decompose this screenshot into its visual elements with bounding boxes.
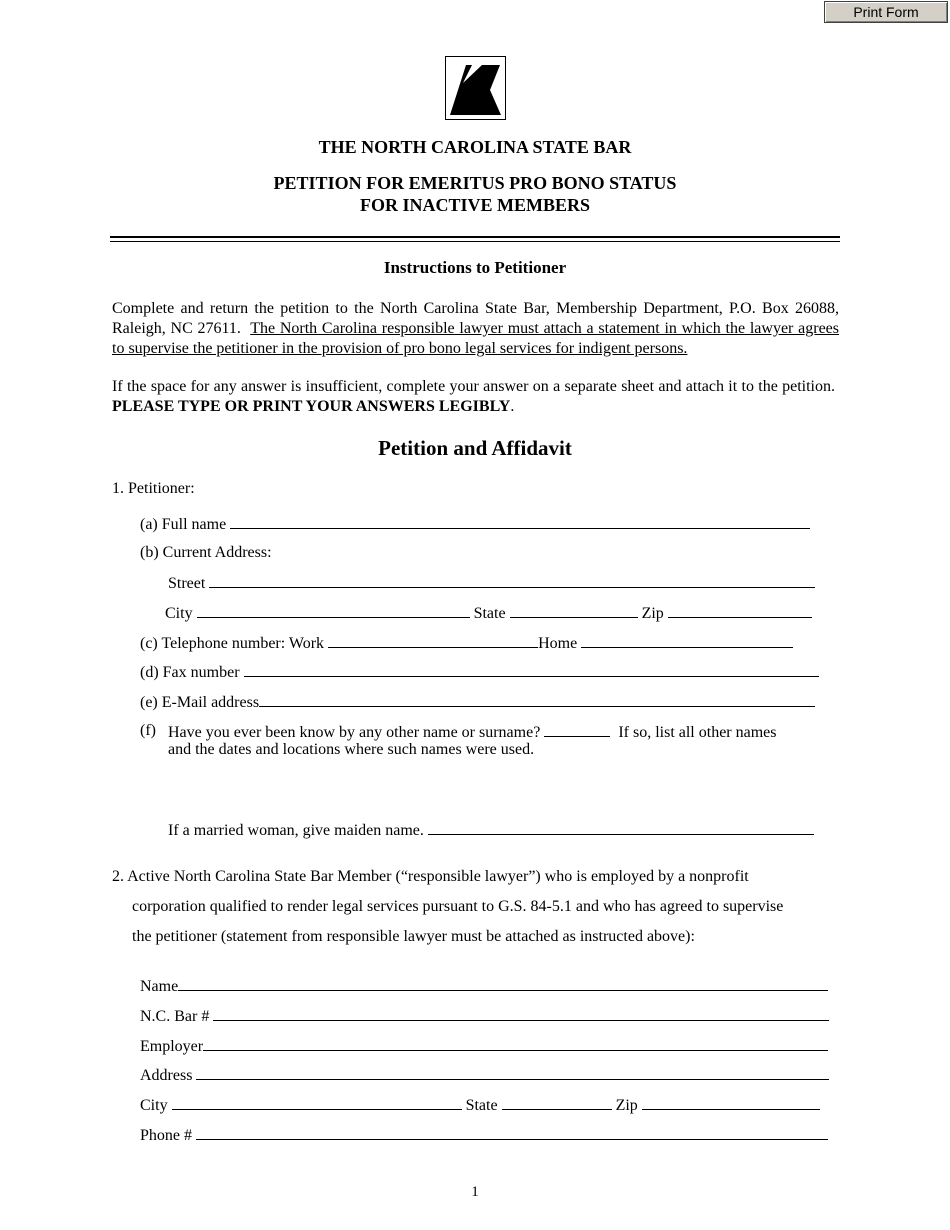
fax-row (140, 662, 819, 682)
org-name: THE NORTH CAROLINA STATE BAR (318, 137, 632, 157)
instructions-p1-text: Complete and return the petition to the North Carolina State Bar, Membership Department, P.O. Box 26088, Raleigh, NC 27611. (112, 300, 839, 337)
full-name-row (140, 514, 810, 534)
email-row (140, 692, 815, 712)
maiden-name-label: If a married woman, give maiden name. (168, 822, 424, 839)
city-state-zip-row (165, 603, 812, 623)
other-names-answer-field[interactable] (544, 722, 610, 737)
page-number: 1 (471, 1184, 479, 1200)
street-row (168, 573, 815, 593)
bar-number-field[interactable] (213, 1006, 829, 1021)
current-address-label: (b) Current Address: (140, 544, 272, 561)
employer-field[interactable] (203, 1036, 828, 1051)
print-form-button[interactable]: Print Form (824, 1, 948, 23)
email-label: (e) E-Mail address (140, 694, 260, 711)
lawyer-name-label: Name (140, 978, 179, 995)
zip-label: Zip (641, 605, 664, 622)
employer-row (140, 1036, 828, 1056)
instructions-p1-underlined: The North Carolina responsible lawyer must attach a statement in which the lawyer agrees to supervise the petitioner in the provision of pro bono legal services for indigent persons. (112, 320, 840, 357)
maiden-name-field[interactable] (428, 820, 814, 835)
instructions-p2-text: If the space for any answer is insufficient, complete your answer on a separate sheet and attach it to the petition. (112, 378, 835, 395)
q2-line3: the petitioner (statement from responsible lawyer must be attached as instructed above): (132, 928, 695, 945)
employer-label: Employer (140, 1038, 204, 1055)
fax-field[interactable] (244, 662, 819, 677)
telephone-work-label: (c) Telephone number: Work (140, 635, 325, 652)
other-names-line2: and the dates and locations where such names were used. (168, 741, 535, 758)
state-field[interactable] (510, 603, 638, 618)
instructions-heading: Instructions to Petitioner (383, 258, 567, 277)
lawyer-state-label: State (465, 1097, 498, 1114)
q1-label: 1. Petitioner: (112, 480, 195, 497)
lawyer-city-field[interactable] (172, 1095, 462, 1110)
instructions-paragraph-2 (112, 377, 839, 417)
full-name-label: (a) Full name (140, 516, 227, 533)
instructions-p2-bold: PLEASE TYPE OR PRINT YOUR ANSWERS LEGIBLY (112, 398, 511, 415)
lawyer-phone-field[interactable] (196, 1125, 828, 1140)
instructions-paragraph-1 (112, 299, 839, 359)
lawyer-phone-row (140, 1125, 828, 1145)
maiden-name-row (168, 820, 814, 840)
state-label: State (473, 605, 506, 622)
city-label: City (165, 605, 193, 622)
lawyer-city-state-zip-row (140, 1095, 820, 1115)
bar-number-row (140, 1006, 829, 1026)
lawyer-zip-label: Zip (615, 1097, 638, 1114)
street-label: Street (168, 575, 206, 592)
petition-title-line1: PETITION FOR EMERITUS PRO BONO STATUS (273, 173, 677, 193)
telephone-work-field[interactable] (328, 633, 538, 648)
q2-line1: 2. Active North Carolina State Bar Member (“responsible lawyer”) who is employed by a nonprofit (112, 868, 749, 885)
q2-line2: corporation qualified to render legal services pursuant to G.S. 84-5.1 and who has agreed to supervise (132, 898, 784, 915)
lawyer-city-label: City (140, 1097, 168, 1114)
city-field[interactable] (197, 603, 470, 618)
lawyer-name-row (140, 976, 828, 996)
zip-field[interactable] (668, 603, 812, 618)
other-names-instruction: If so, list all other names (618, 724, 777, 741)
full-name-field[interactable] (230, 514, 810, 529)
lawyer-address-label: Address (140, 1067, 193, 1084)
logo-mark (450, 65, 501, 115)
instructions-p2-end: . (510, 398, 515, 415)
telephone-row (140, 633, 793, 653)
lawyer-phone-label: Phone # (140, 1127, 192, 1144)
section-title: Petition and Affidavit (378, 436, 572, 460)
lawyer-name-field[interactable] (178, 976, 828, 991)
lawyer-address-field[interactable] (196, 1065, 829, 1080)
lawyer-zip-field[interactable] (642, 1095, 820, 1110)
header-rule-thin (110, 241, 840, 242)
bar-number-label: N.C. Bar # (140, 1008, 210, 1025)
other-names-num: (f) (140, 722, 156, 739)
telephone-home-field[interactable] (581, 633, 793, 648)
lawyer-address-row (140, 1065, 829, 1085)
email-field[interactable] (259, 692, 815, 707)
fax-label: (d) Fax number (140, 664, 240, 681)
lawyer-state-field[interactable] (502, 1095, 612, 1110)
header-rule-thick (110, 236, 840, 238)
other-names-question: Have you ever been know by any other name or surname? (168, 724, 541, 741)
petition-title-line2: FOR INACTIVE MEMBERS (359, 195, 591, 215)
other-names-row (168, 722, 777, 742)
state-bar-logo (445, 56, 506, 120)
telephone-home-label: Home (538, 635, 578, 652)
street-field[interactable] (209, 573, 815, 588)
